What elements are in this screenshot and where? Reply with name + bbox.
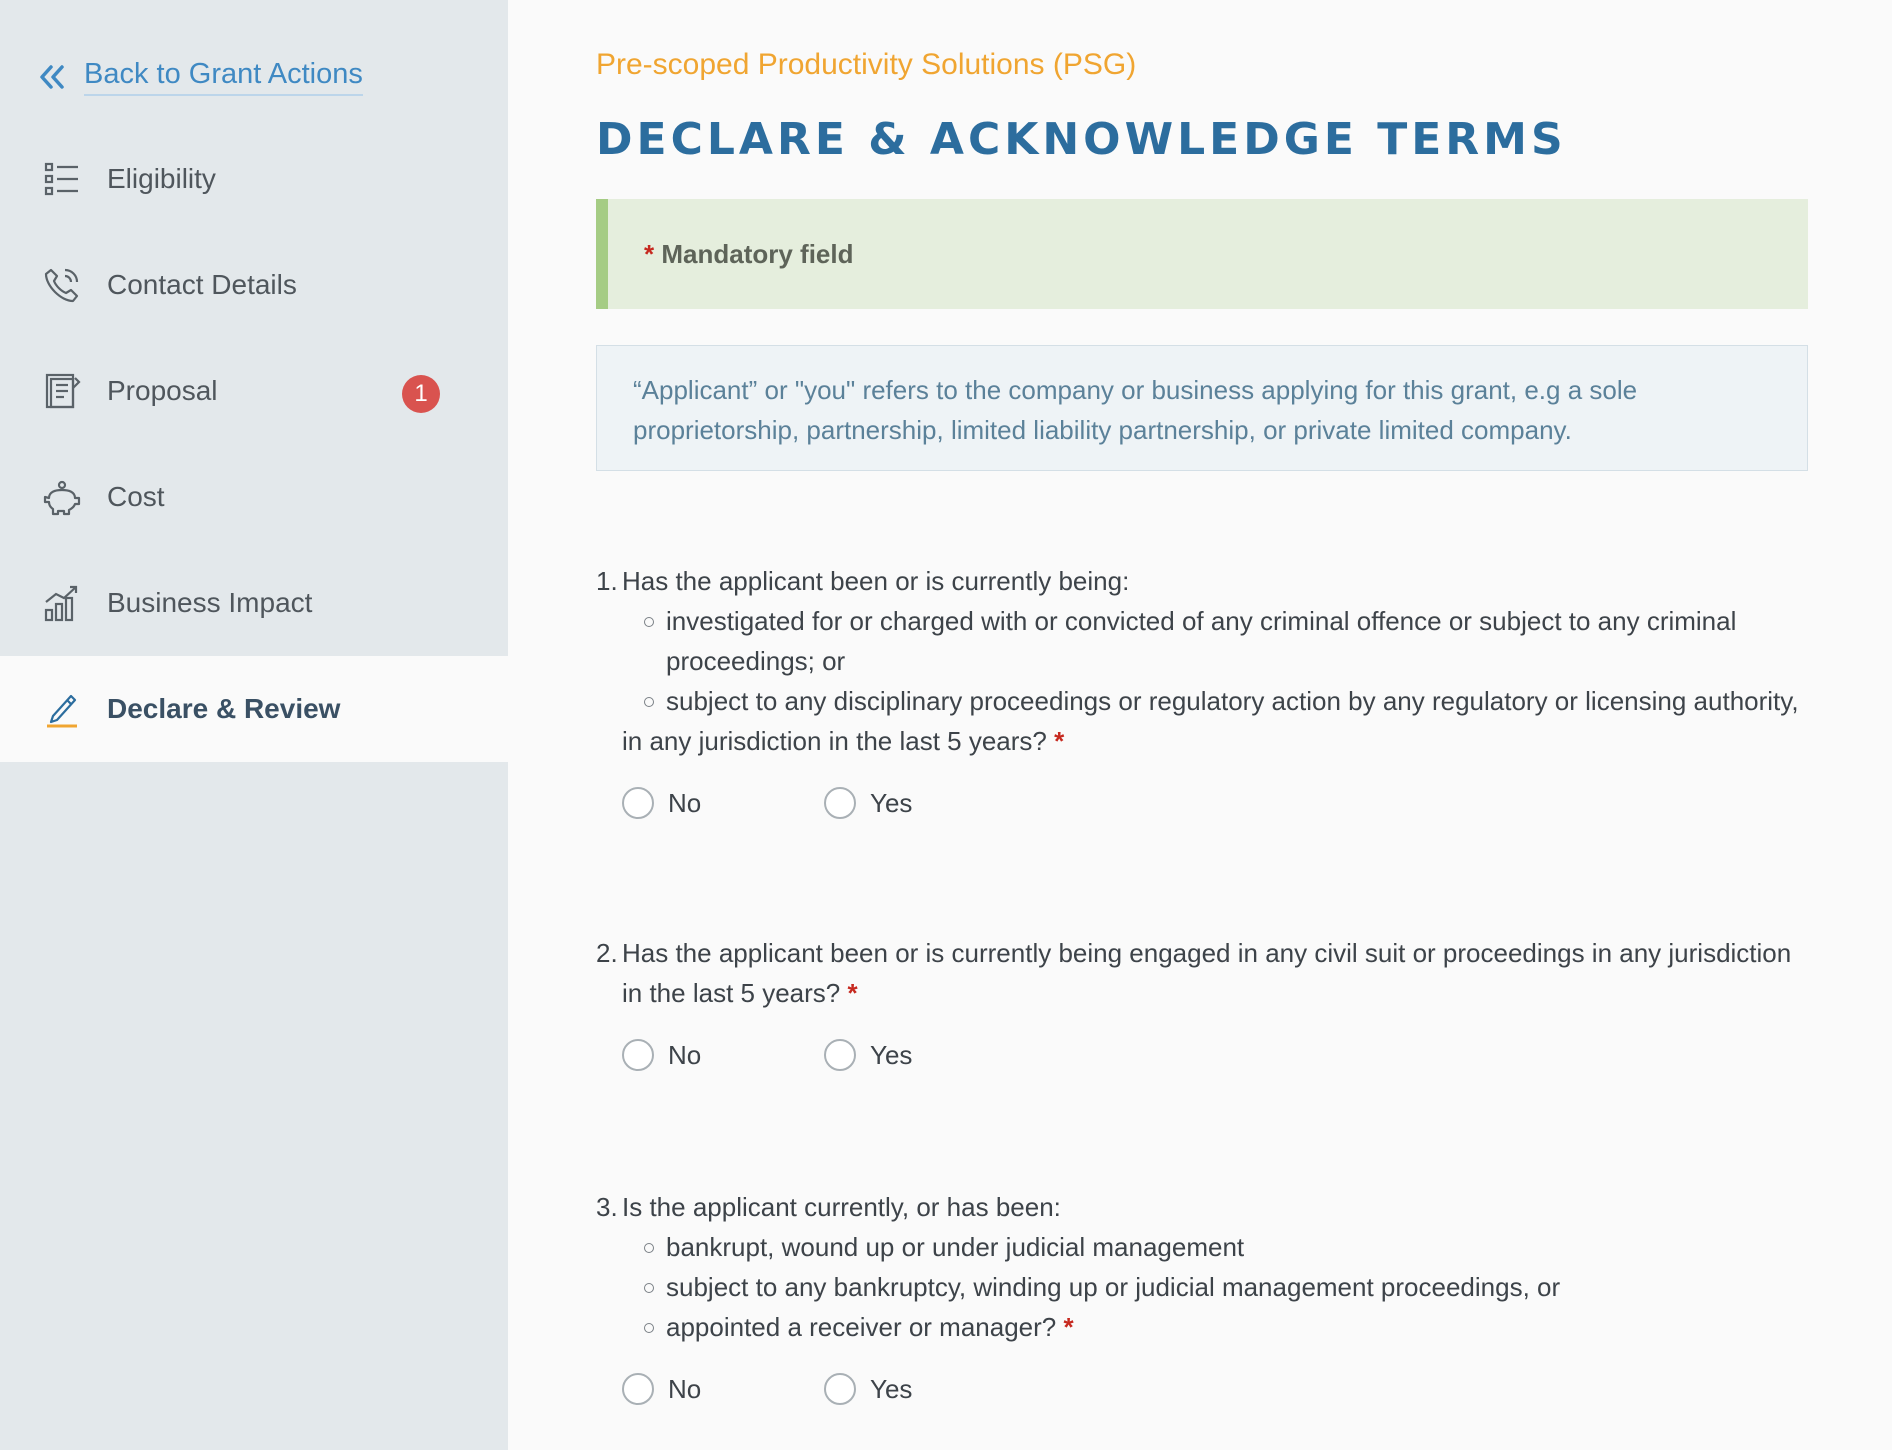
question-1-yes-radio[interactable]: [824, 783, 1026, 823]
question-2-options: [622, 1035, 1808, 1075]
radio-label: No: [668, 1040, 702, 1070]
question-number: 3.: [596, 1192, 618, 1222]
radio-circle[interactable]: [824, 1373, 856, 1405]
required-marker: *: [1063, 1312, 1074, 1342]
bar-chart-icon: [42, 583, 82, 623]
question-1-no-radio[interactable]: [622, 783, 824, 823]
sidebar: [0, 0, 508, 1450]
question-2-yes-radio[interactable]: [824, 1035, 1026, 1075]
list-icon: [42, 159, 82, 199]
radio-circle[interactable]: [824, 1039, 856, 1071]
list-item: bankrupt, wound up or under judicial management: [666, 1227, 1808, 1267]
declaration-questions: [596, 561, 1892, 1409]
grant-name: Pre-scoped Productivity Solutions (PSG): [596, 48, 1137, 81]
question-3: [596, 1187, 1808, 1409]
back-to-grant-actions-link[interactable]: [0, 0, 508, 110]
question-number: 2.: [596, 938, 618, 968]
question-3-no-radio[interactable]: [622, 1369, 824, 1409]
sidebar-item-label: Proposal: [107, 375, 218, 406]
sidebar-item-contact-details[interactable]: [0, 232, 508, 338]
required-marker: *: [644, 238, 655, 269]
mandatory-field-notice: [596, 199, 1808, 309]
phone-icon: [42, 265, 82, 305]
sidebar-nav: [0, 126, 508, 762]
question-number: 1.: [596, 566, 618, 596]
question-2: [596, 933, 1808, 1075]
page-title: DECLARE & ACKNOWLEDGE TERMS: [596, 114, 1567, 165]
sidebar-item-label: Eligibility: [107, 163, 216, 194]
applicant-definition-note: “Applicant” or "you" refers to the company or business applying for this grant, e.g a sole proprietorship, partnership, limited liability partnership, or private limited company.: [596, 345, 1808, 471]
proposal-count-badge: 1: [402, 375, 440, 413]
back-link-label: Back to Grant Actions: [84, 58, 363, 96]
radio-label: Yes: [870, 1374, 913, 1404]
radio-label: No: [668, 788, 702, 818]
radio-circle[interactable]: [622, 1373, 654, 1405]
question-sub-list: [596, 601, 1808, 721]
question-text: Has the applicant been or is currently being:: [622, 566, 1130, 596]
question-3-options: [622, 1369, 1808, 1409]
sidebar-item-label: Declare & Review: [107, 693, 341, 724]
sidebar-item-business-impact[interactable]: [0, 550, 508, 656]
sidebar-item-declare-review[interactable]: [0, 656, 508, 762]
sidebar-item-cost[interactable]: [0, 444, 508, 550]
sidebar-item-proposal[interactable]: [0, 338, 508, 444]
double-chevron-left-icon: [38, 64, 66, 90]
list-item: appointed a receiver or manager? *: [666, 1307, 1808, 1347]
required-marker: *: [847, 978, 858, 1008]
sidebar-item-eligibility[interactable]: [0, 126, 508, 232]
question-1: [596, 561, 1808, 823]
main-content: [508, 0, 1892, 1450]
required-marker: *: [1054, 726, 1065, 756]
pen-icon: [42, 689, 82, 729]
radio-label: No: [668, 1374, 702, 1404]
piggy-bank-icon: [42, 477, 82, 517]
question-tail: in any jurisdiction in the last 5 years? *: [622, 726, 1065, 756]
sidebar-item-label: Business Impact: [107, 587, 313, 618]
list-item: investigated for or charged with or convicted of any criminal offence or subject to any criminal proceedings; or: [666, 601, 1808, 681]
radio-label: Yes: [870, 1040, 913, 1070]
question-text: Is the applicant currently, or has been:: [622, 1192, 1061, 1222]
radio-label: Yes: [870, 788, 913, 818]
radio-circle[interactable]: [824, 787, 856, 819]
question-1-options: [622, 783, 1808, 823]
list-item: subject to any bankruptcy, winding up or judicial management proceedings, or: [666, 1267, 1808, 1307]
radio-circle[interactable]: [622, 1039, 654, 1071]
list-item: subject to any disciplinary proceedings or regulatory action by any regulatory or licensing authority,: [666, 681, 1808, 721]
mandatory-field-text: Mandatory field: [661, 238, 854, 269]
question-text: Has the applicant been or is currently being engaged in any civil suit or proceedings in any jurisdiction in the last 5 years?: [622, 938, 1792, 1008]
document-icon: [42, 371, 82, 411]
question-sub-list: [596, 1227, 1808, 1347]
sidebar-item-label: Cost: [107, 481, 165, 512]
sidebar-item-label: Contact Details: [107, 269, 297, 300]
radio-circle[interactable]: [622, 787, 654, 819]
question-3-yes-radio[interactable]: [824, 1369, 1026, 1409]
question-2-no-radio[interactable]: [622, 1035, 824, 1075]
